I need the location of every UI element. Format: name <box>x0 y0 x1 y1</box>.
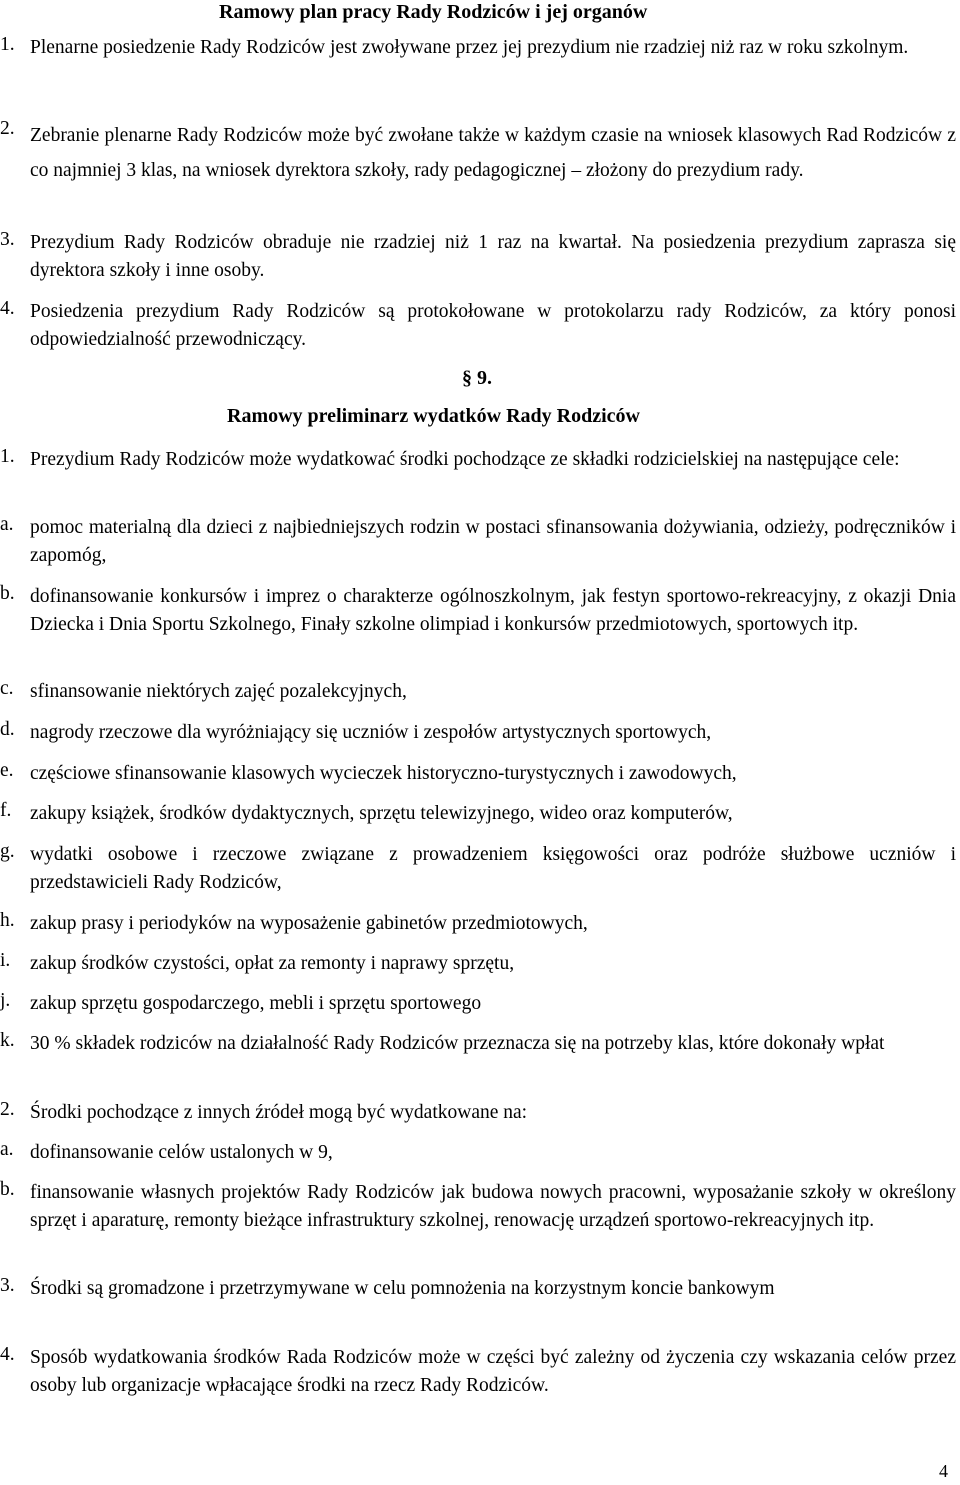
item-number: 1. <box>0 34 15 55</box>
item-letter: c. <box>0 678 14 699</box>
item-text: 30 % składek rodziców na działalność Rady Rodziców przeznacza się na potrzeby klas, które dokonały wpłat <box>30 1033 885 1054</box>
item-text: Zebranie plenarne Rady Rodziców może być zwołane także w każdym czasie na wniosek klasowych Rad Rodziców z co najmniej 3 klas, na wniosek dyrektora szkoły, rady pedagogicznej – złożony do prezydium rady. <box>30 125 956 181</box>
item-text: częściowe sfinansowanie klasowych wycieczek historyczno-turystycznych i zawodowych, <box>30 763 737 784</box>
item-number: 4. <box>0 298 15 319</box>
item-letter: i. <box>0 950 11 971</box>
item-text: Środki pochodzące z innych źródeł mogą być wydatkowane na: <box>30 1102 528 1123</box>
section-heading-plan: Ramowy plan pracy Rady Rodziców i jej organów <box>219 1 648 23</box>
item-number: 2. <box>0 118 15 139</box>
item-text: Sposób wydatkowania środków Rada Rodziców może w części być zależny od życzenia czy wskazania celów przez osoby lub organizacje wpłacające środki na rzecz Rady Rodziców. <box>30 1347 956 1396</box>
item-text: Środki są gromadzone i przetrzymywane w celu pomnożenia na korzystnym koncie bankowym <box>30 1278 775 1299</box>
item-number: 2. <box>0 1099 15 1120</box>
item-text: Prezydium Rady Rodziców obraduje nie rzadziej niż 1 raz na kwartał. Na posiedzenia prezydium zaprasza się dyrektora szkoły i inne osoby. <box>30 232 956 281</box>
item-letter: b. <box>0 583 15 604</box>
item-number: 3. <box>0 1275 15 1296</box>
item-text: dofinansowanie konkursów i imprez o charakterze ogólnoszkolnym, jak festyn sportowo-rekreacyjny, z okazji Dnia Dziecka i Dnia Sportu Szkolnego, Finały szkolne olimpiad i konkursów przedmiotowych, sportowych itp. <box>30 586 956 635</box>
item-letter: h. <box>0 910 15 931</box>
item-letter: k. <box>0 1030 15 1051</box>
paragraph-number-text: 9. <box>477 367 492 389</box>
item-text: zakup środków czystości, opłat za remonty i naprawy sprzętu, <box>30 953 515 974</box>
item-text: pomoc materialną dla dzieci z najbiedniejszych rodzin w postaci sfinansowania dożywiania, odzieży, podręczników i zapomóg, <box>30 517 956 566</box>
item-letter: g. <box>0 841 15 862</box>
item-text: nagrody rzeczowe dla wyróżniający się uczniów i zespołów artystycznych sportowych, <box>30 722 712 743</box>
paragraph-number: § 9. <box>462 367 492 389</box>
item-letter: d. <box>0 719 15 740</box>
item-letter: j. <box>0 990 11 1011</box>
item-letter: a. <box>0 514 14 535</box>
section-heading-budget: Ramowy preliminarz wydatków Rady Rodziców <box>227 405 640 427</box>
item-letter: b. <box>0 1179 15 1200</box>
page-number: 4 <box>939 1461 948 1481</box>
item-text: finansowanie własnych projektów Rady Rodziców jak budowa nowych pracowni, wyposażanie szkoły w określony sprzęt i aparaturę, remonty bieżące infrastruktury szkolnej, renowację urządzeń sportowo-rekreacyjnych itp. <box>30 1182 956 1231</box>
item-text: Prezydium Rady Rodziców może wydatkować środki pochodzące ze składki rodzicielskiej na następujące cele: <box>30 449 900 470</box>
item-letter: e. <box>0 760 14 781</box>
item-number: 4. <box>0 1344 15 1365</box>
item-letter: a. <box>0 1139 14 1160</box>
item-number: 3. <box>0 229 15 250</box>
item-text: Plenarne posiedzenie Rady Rodziców jest zwoływane przez jej prezydium nie rzadziej niż raz w roku szkolnym. <box>30 37 909 58</box>
item-letter: f. <box>0 800 12 821</box>
item-text: zakup prasy i periodyków na wyposażenie gabinetów przedmiotowych, <box>30 913 588 934</box>
item-text: Posiedzenia prezydium Rady Rodziców są protokołowane w protokolarzu rady Rodziców, za który ponosi odpowiedzialność przewodniczący. <box>30 301 956 350</box>
item-number: 1. <box>0 446 15 467</box>
item-text: zakupy książek, środków dydaktycznych, sprzętu telewizyjnego, wideo oraz komputerów, <box>30 803 733 824</box>
item-text: wydatki osobowe i rzeczowe związane z prowadzeniem księgowości oraz podróże służbowe uczniów i przedstawicieli Rady Rodziców, <box>30 844 956 893</box>
item-text: zakup sprzętu gospodarczego, mebli i sprzętu sportowego <box>30 993 482 1014</box>
item-text: sfinansowanie niektórych zajęć pozalekcyjnych, <box>30 681 407 702</box>
item-text: dofinansowanie celów ustalonych w 9, <box>30 1142 333 1163</box>
